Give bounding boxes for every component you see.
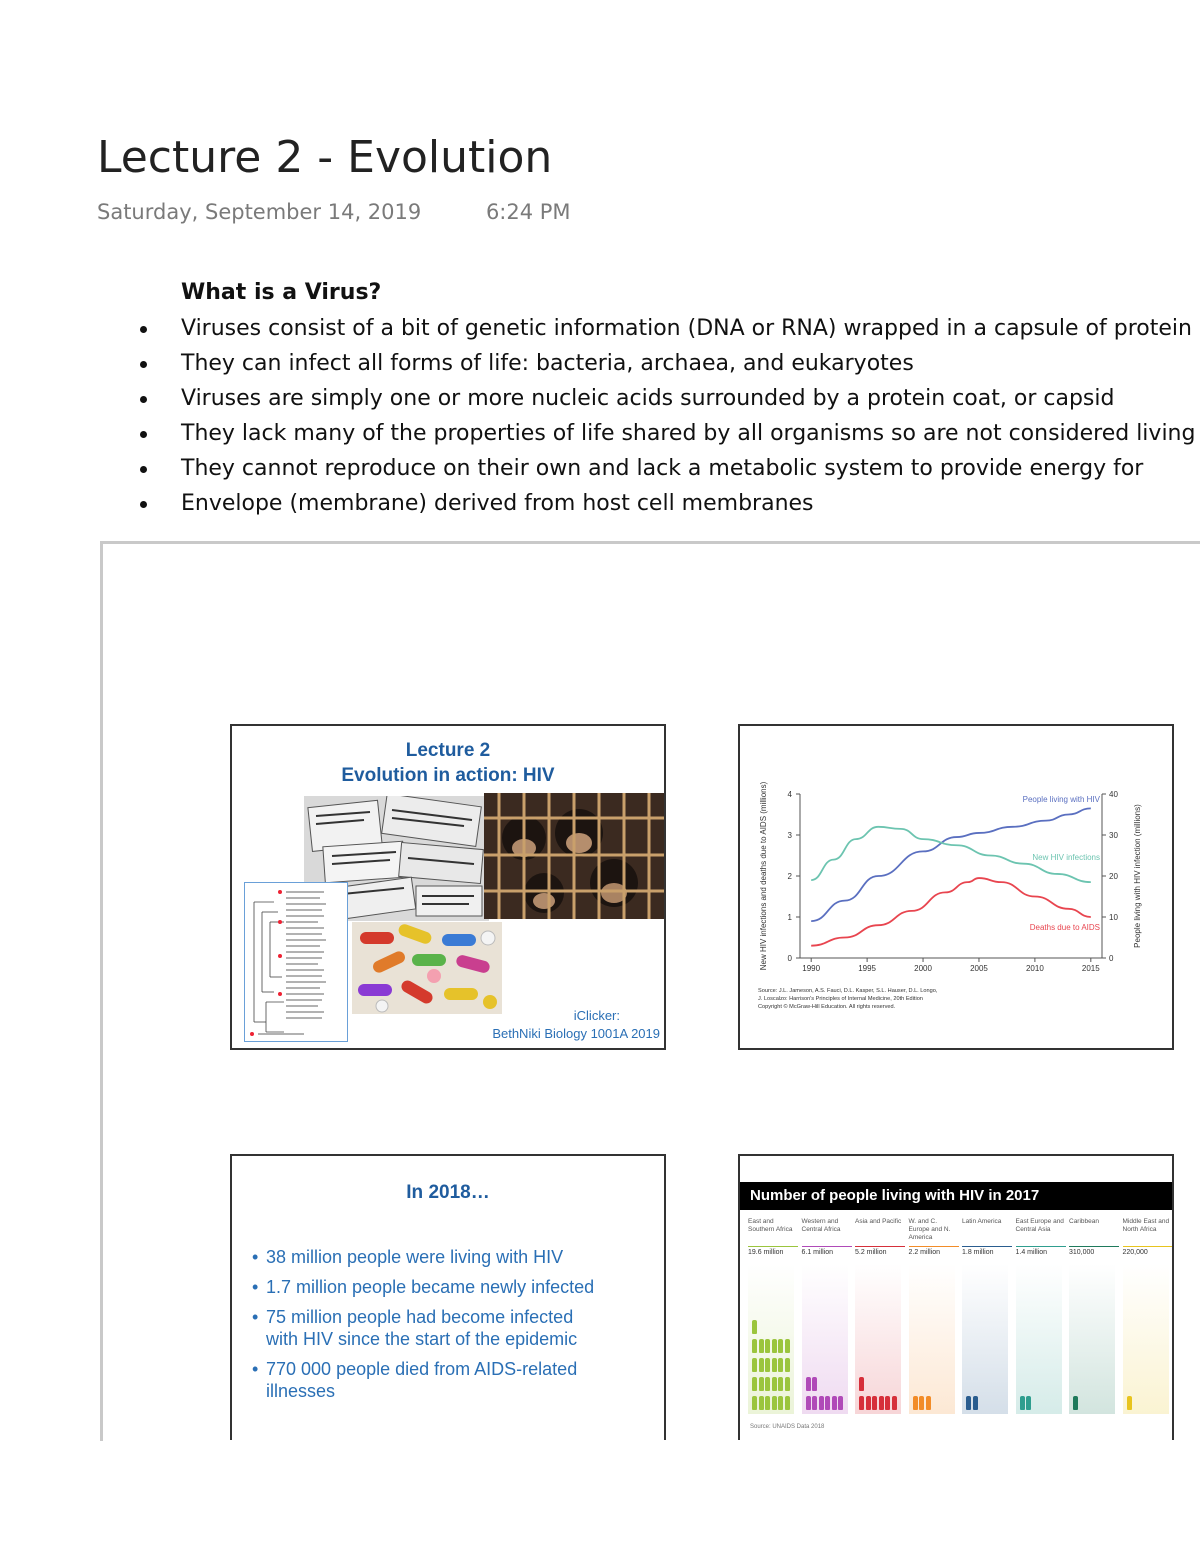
region-name: Asia and Pacific xyxy=(855,1218,902,1225)
region-band xyxy=(1069,1264,1115,1414)
y2-tick-label: 10 xyxy=(1109,913,1118,922)
region-column xyxy=(1016,1218,1066,1257)
bullet-item xyxy=(0,313,1200,348)
region-name: East and Southern Africa xyxy=(748,1218,793,1233)
person-icon xyxy=(892,1396,897,1410)
x-tick-label: 1990 xyxy=(802,964,821,973)
person-icon xyxy=(752,1339,757,1353)
person-icon xyxy=(752,1396,757,1410)
slide4-title: Number of people living with HIV in 2017 xyxy=(740,1182,1172,1210)
series-line-deaths-due-to-aids xyxy=(811,878,1091,946)
region-band xyxy=(802,1264,848,1414)
person-icon xyxy=(785,1358,790,1372)
person-icon xyxy=(819,1396,824,1410)
y2-tick-label: 0 xyxy=(1109,954,1114,963)
region-name: Caribbean xyxy=(1069,1218,1099,1225)
person-icon xyxy=(772,1339,777,1353)
person-icon xyxy=(812,1396,817,1410)
bullet-item xyxy=(0,418,1200,453)
bullet-dot-icon xyxy=(140,326,147,333)
region-value: 5.2 million xyxy=(855,1246,905,1257)
stat-item: • 1.7 million people became newly infected xyxy=(252,1276,594,1298)
chart-source-line: J. Loscalzo: Harrison's Principles of Internal Medicine, 20th Edition xyxy=(758,996,923,1002)
page-title: Lecture 2 - Evolution xyxy=(97,132,553,183)
region-name: Western and Central Africa xyxy=(801,1218,841,1233)
y2-tick-label: 20 xyxy=(1109,872,1118,881)
bullet-item xyxy=(0,383,1200,418)
person-icon xyxy=(879,1396,884,1410)
page-datetime xyxy=(97,200,571,224)
person-icon xyxy=(785,1377,790,1391)
y-tick-label: 1 xyxy=(787,913,792,922)
person-icon xyxy=(832,1396,837,1410)
person-icon xyxy=(778,1396,783,1410)
person-icon xyxy=(885,1396,890,1410)
pills-photo xyxy=(352,922,502,1014)
person-icon xyxy=(778,1358,783,1372)
bullet-dot-icon xyxy=(140,361,147,368)
bullet-dot-icon xyxy=(140,431,147,438)
bullet-item xyxy=(0,488,1200,523)
page-date: Saturday, September 14, 2019 xyxy=(97,200,422,224)
y2-tick-label: 30 xyxy=(1109,831,1118,840)
slide-lecture-title xyxy=(230,724,666,1050)
person-icon xyxy=(778,1339,783,1353)
person-icon xyxy=(812,1377,817,1391)
person-icon xyxy=(765,1377,770,1391)
person-icon xyxy=(966,1396,971,1410)
bullet-dot-icon xyxy=(140,466,147,473)
person-icon xyxy=(772,1377,777,1391)
person-icon xyxy=(759,1339,764,1353)
series-line-people-living-with-hiv xyxy=(811,808,1091,921)
y-tick-label: 4 xyxy=(787,790,792,799)
bullet-text: Envelope (membrane) derived from host cell membranes xyxy=(181,491,814,516)
y-tick-label: 0 xyxy=(787,954,792,963)
region-value: 1.8 million xyxy=(962,1246,1012,1257)
region-value: 220,000 xyxy=(1123,1246,1173,1257)
slide-2018-stats xyxy=(230,1154,666,1440)
bullet-dot-icon xyxy=(140,501,147,508)
region-column xyxy=(909,1218,959,1257)
x-tick-label: 2000 xyxy=(914,964,932,973)
bullet-item xyxy=(0,348,1200,383)
person-icon xyxy=(1073,1396,1078,1410)
slide1-title-line1: Lecture 2 xyxy=(405,740,491,761)
slide-hiv-chart xyxy=(738,724,1174,1050)
person-icon xyxy=(825,1396,830,1410)
hiv-line-chart xyxy=(740,726,1172,1048)
person-icon xyxy=(913,1396,918,1410)
region-band xyxy=(1016,1264,1062,1414)
region-column xyxy=(855,1218,905,1257)
region-name: Latin America xyxy=(962,1218,1002,1225)
person-icon xyxy=(919,1396,924,1410)
person-icon xyxy=(806,1377,811,1391)
region-band xyxy=(855,1264,901,1414)
person-icon xyxy=(859,1377,864,1391)
slide1-title-line2: Evolution in action: HIV xyxy=(341,765,555,786)
person-icon xyxy=(778,1377,783,1391)
person-icon xyxy=(872,1396,877,1410)
y2-tick-label: 40 xyxy=(1109,790,1118,799)
bullet-text: They can infect all forms of life: bacteria, archaea, and eukaryotes xyxy=(181,351,914,376)
iclicker-label: iClicker: xyxy=(573,1008,620,1023)
person-icon xyxy=(765,1358,770,1372)
chart-source-line: Copyright © McGraw-Hill Education. All rights reserved. xyxy=(758,1004,896,1010)
bullet-list xyxy=(0,313,1200,523)
series-label: Deaths due to AIDS xyxy=(1029,923,1100,932)
person-icon xyxy=(1127,1396,1132,1410)
person-icon xyxy=(772,1396,777,1410)
person-icon xyxy=(973,1396,978,1410)
region-column xyxy=(1069,1218,1119,1257)
region-column xyxy=(802,1218,852,1257)
region-value: 19.6 million xyxy=(748,1246,798,1257)
person-icon xyxy=(759,1377,764,1391)
person-icon xyxy=(785,1339,790,1353)
chart-source-line: Source: J.L. Jameson, A.S. Fauci, D.L. Kasper, S.L. Hauser, D.L. Longo, xyxy=(758,988,938,994)
person-icon xyxy=(1020,1396,1025,1410)
region-band xyxy=(962,1264,1008,1414)
x-tick-label: 2010 xyxy=(1025,964,1044,973)
region-name: W. and C. Europe and N. America xyxy=(908,1218,951,1241)
bullet-text: They lack many of the properties of life shared by all organisms so are not considered living xyxy=(181,421,1196,446)
y-tick-label: 2 xyxy=(787,872,792,881)
stat-item: • 770 000 people died from AIDS-related illnesses xyxy=(252,1358,594,1402)
region-value: 1.4 million xyxy=(1016,1246,1066,1257)
bullet-item xyxy=(0,453,1200,488)
slide4-source: Source: UNAIDS Data 2018 xyxy=(750,1424,825,1430)
x-tick-label: 2005 xyxy=(970,964,988,973)
chimpanzees-photo xyxy=(484,793,666,919)
y-axis-label: New HIV infections and deaths due to AIDS (millions) xyxy=(759,781,768,971)
x-tick-label: 1995 xyxy=(858,964,877,973)
stat-item: • 38 million people were living with HIV xyxy=(252,1246,594,1268)
person-icon xyxy=(752,1377,757,1391)
person-icon xyxy=(785,1396,790,1410)
person-icon xyxy=(765,1339,770,1353)
person-icon xyxy=(926,1396,931,1410)
section-heading: What is a Virus? xyxy=(181,280,382,305)
region-band xyxy=(909,1264,955,1414)
stat-item: • 75 million people had become infected with HIV since the start of the epidemic xyxy=(252,1306,594,1350)
region-column xyxy=(962,1218,1012,1257)
region-name: East Europe and Central Asia xyxy=(1015,1218,1064,1233)
person-icon xyxy=(752,1358,757,1372)
person-icon xyxy=(1026,1396,1031,1410)
slide3-title: In 2018… xyxy=(406,1182,490,1203)
y2-axis-label: People living with HIV infection (millions) xyxy=(1133,804,1142,948)
bullet-text: They cannot reproduce on their own and lack a metabolic system to provide energy for xyxy=(181,456,1144,481)
person-icon xyxy=(772,1358,777,1372)
page-time: 6:24 PM xyxy=(485,200,571,224)
phylogenetic-tree-image xyxy=(244,882,348,1042)
region-name: Middle East and North Africa xyxy=(1122,1218,1170,1233)
y-tick-label: 3 xyxy=(787,831,792,840)
person-icon xyxy=(859,1396,864,1410)
person-icon xyxy=(759,1396,764,1410)
person-icon xyxy=(759,1358,764,1372)
series-label: People living with HIV xyxy=(1022,795,1100,804)
region-value: 6.1 million xyxy=(802,1246,852,1257)
person-icon xyxy=(838,1396,843,1410)
region-band xyxy=(1123,1264,1169,1414)
person-icon xyxy=(765,1396,770,1410)
person-icon xyxy=(752,1320,757,1334)
bullet-text: Viruses consist of a bit of genetic information (DNA or RNA) wrapped in a capsule of protein xyxy=(181,316,1192,341)
stats-list xyxy=(252,1246,594,1410)
region-column xyxy=(1123,1218,1173,1257)
person-icon xyxy=(806,1396,811,1410)
x-tick-label: 2015 xyxy=(1081,964,1100,973)
slide-hiv-regions xyxy=(738,1154,1174,1440)
region-column xyxy=(748,1218,798,1257)
course-label: BethNiki Biology 1001A 2019 xyxy=(492,1026,660,1041)
region-value: 2.2 million xyxy=(909,1246,959,1257)
bullet-dot-icon xyxy=(140,396,147,403)
bullet-text: Viruses are simply one or more nucleic acids surrounded by a protein coat, or capsid xyxy=(181,386,1115,411)
series-label: New HIV infections xyxy=(1032,853,1100,862)
region-value: 310,000 xyxy=(1069,1246,1119,1257)
person-icon xyxy=(866,1396,871,1410)
